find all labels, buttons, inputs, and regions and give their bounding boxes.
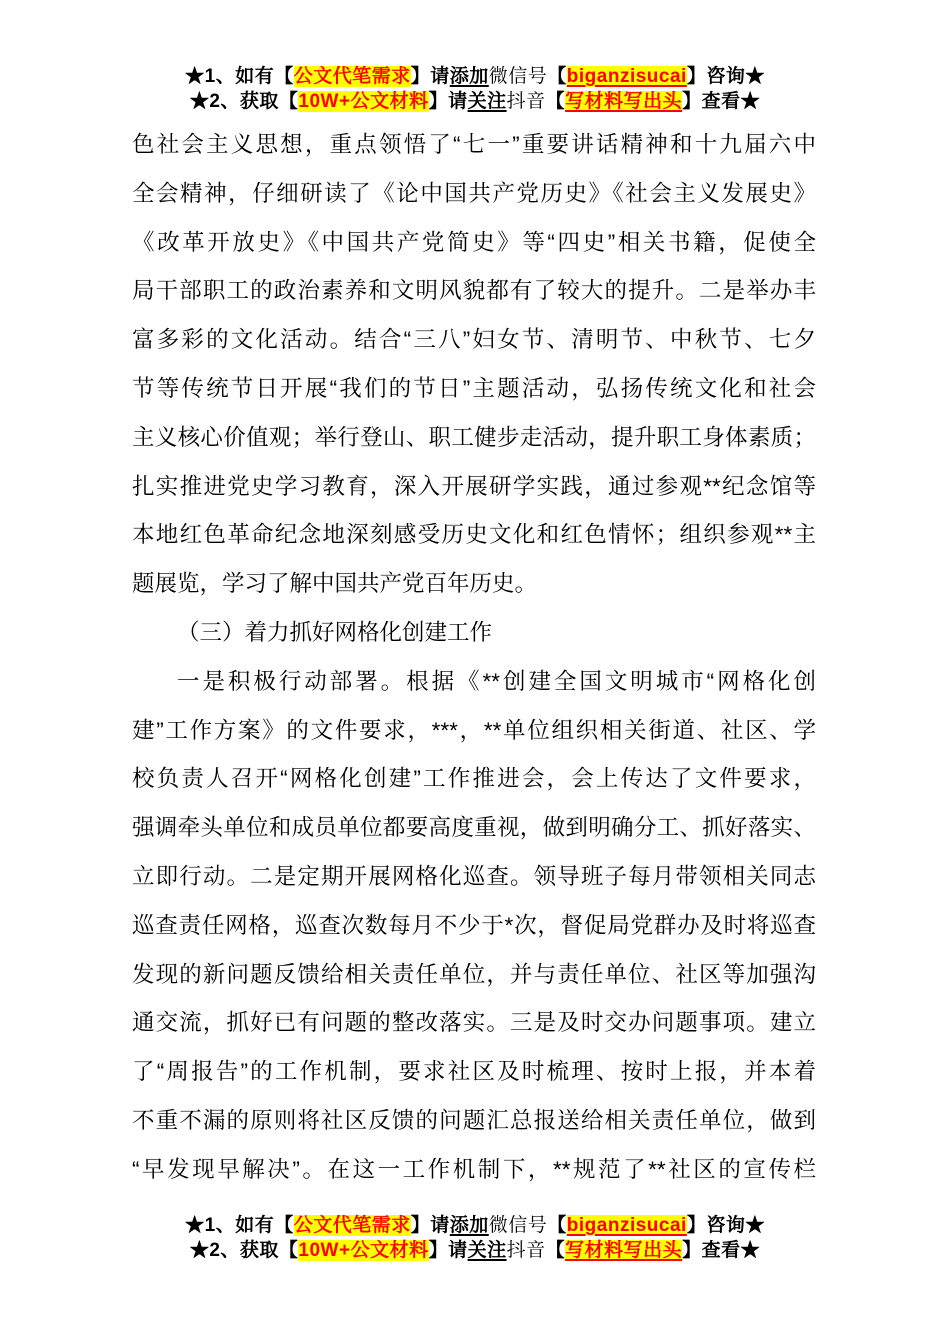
- notice-text: 微信号: [488, 1215, 548, 1236]
- body-line: 通交流，抓好已有问题的整改落实。三是及时交办问题事项。建立: [132, 1010, 816, 1036]
- notice-text: 】咨询★: [686, 66, 765, 87]
- notice-text: 关注: [467, 91, 507, 112]
- highlighted-keyword: 公文代笔需求: [293, 66, 411, 87]
- notice-line: [0, 1238, 950, 1263]
- body-line: 《改革开放史》《中国共产党简史》等“四史”相关书籍，促使全: [132, 229, 816, 255]
- body-line: 了“周报告”的工作机制，要求社区及时梳理、按时上报，并本着: [132, 1059, 816, 1085]
- body-line: 色社会主义思想，重点领悟了“七一”重要讲话精神和十九届六中: [132, 132, 816, 157]
- notice-text: 】咨询★: [686, 1215, 765, 1236]
- notice-text: 】查看★: [682, 91, 761, 112]
- body-line: 全会精神，仔细研读了《论中国共产党历史》《社会主义发展史》: [132, 180, 816, 206]
- body-line: 巡查责任网格，巡查次数每月不少于*次，督促局党群办及时将巡查: [132, 912, 816, 938]
- notice-text: 】请: [428, 91, 468, 112]
- highlighted-keyword: biganzisucai: [566, 66, 687, 87]
- body-line: 一是积极行动部署。根据《**创建全国文明城市“网格化创: [177, 668, 816, 694]
- body-line: 建”工作方案》的文件要求，***，**单位组织相关街道、社区、学: [132, 717, 816, 743]
- highlighted-keyword: 公文代笔需求: [293, 1215, 411, 1236]
- header-notice: [0, 64, 950, 114]
- body-line: 不重不漏的原则将社区反馈的问题汇总报送给相关责任单位，做到: [132, 1107, 816, 1133]
- notice-text: 【: [547, 66, 567, 87]
- document-body: [132, 121, 816, 1195]
- body-line: 富多彩的文化活动。结合“三八”妇女节、清明节、中秋节、七夕: [132, 327, 816, 353]
- notice-text: 抖音: [506, 1240, 546, 1261]
- notice-text: 添加: [449, 66, 489, 87]
- notice-line: [0, 64, 950, 89]
- body-line: 校负责人召开“网格化创建”工作推进会，会上传达了文件要求，: [132, 766, 816, 792]
- notice-text: ★2、获取【: [189, 1240, 299, 1261]
- notice-line: [0, 1213, 950, 1238]
- notice-text: 【: [545, 91, 566, 112]
- notice-text: 关注: [467, 1240, 507, 1261]
- highlighted-keyword: 写材料写出头: [565, 1240, 683, 1261]
- notice-text: ★1、如有【: [185, 66, 294, 87]
- body-line: 强调牵头单位和成员单位都要高度重视，做到明确分工、抓好落实、: [132, 815, 816, 841]
- body-line: 本地红色革命纪念地深刻感受历史文化和红色情怀；组织参观**主: [132, 522, 816, 548]
- section-heading: （三）着力抓好网格化创建工作: [177, 619, 493, 645]
- notice-text: 】请: [410, 1215, 450, 1236]
- footer-notice: [0, 1213, 950, 1263]
- notice-text: 抖音: [506, 91, 546, 112]
- notice-text: 】请: [410, 66, 450, 87]
- body-line: 局干部职工的政治素养和文明风貌都有了较大的提升。二是举办丰: [132, 278, 816, 304]
- highlighted-keyword: biganzisucai: [566, 1215, 687, 1236]
- notice-text: 】请: [428, 1240, 468, 1261]
- highlighted-keyword: 写材料写出头: [565, 91, 683, 112]
- body-line: 扎实推进党史学习教育，深入开展研学实践，通过参观**纪念馆等: [132, 473, 816, 499]
- body-line: 主义核心价值观；举行登山、职工健步走活动，提升职工身体素质；: [132, 424, 816, 450]
- body-line: 立即行动。二是定期开展网格化巡查。领导班子每月带领相关同志: [132, 863, 816, 889]
- notice-text: 【: [547, 1215, 567, 1236]
- highlighted-keyword: 10W+公文材料: [298, 91, 429, 112]
- notice-text: ★1、如有【: [185, 1215, 294, 1236]
- highlighted-keyword: 10W+公文材料: [298, 1240, 429, 1261]
- notice-text: 添加: [449, 1215, 489, 1236]
- body-line: “早发现早解决”。在这一工作机制下，**规范了**社区的宣传栏: [132, 1156, 816, 1182]
- body-line: 题展览，学习了解中国共产党百年历史。: [132, 571, 538, 597]
- notice-text: 】查看★: [682, 1240, 761, 1261]
- notice-text: 【: [545, 1240, 566, 1261]
- body-line: 发现的新问题反馈给相关责任单位，并与责任单位、社区等加强沟: [132, 961, 816, 987]
- notice-line: [0, 89, 950, 114]
- body-line: 节等传统节日开展“我们的节日”主题活动，弘扬传统文化和社会: [132, 375, 816, 401]
- notice-text: 微信号: [488, 66, 548, 87]
- notice-text: ★2、获取【: [189, 91, 299, 112]
